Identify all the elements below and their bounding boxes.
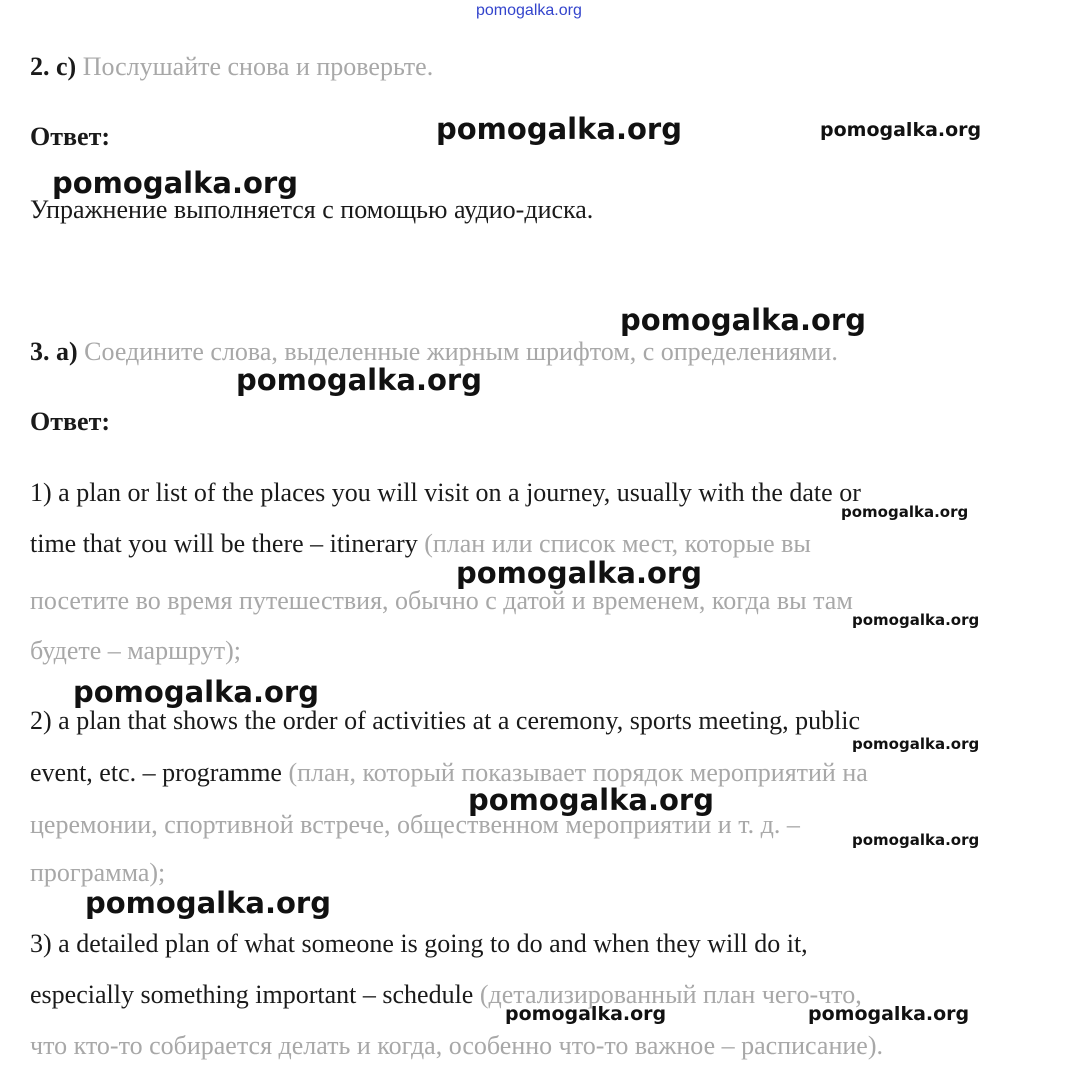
answer-item-3-line-3: что кто-то собирается делать и когда, особенно что-то важное – расписание). (30, 1031, 883, 1060)
english-term: especially something important – schedule (30, 980, 474, 1009)
watermark: pomogalka.org (456, 556, 702, 590)
english-term: time that you will be there – itinerary (30, 529, 418, 558)
watermark: pomogalka.org (620, 303, 866, 337)
task-instruction: Послушайте снова и проверьте. (82, 52, 434, 81)
answer-item-2-line-3: церемонии, спортивной встрече, общественном мероприятии и т. д. – (30, 810, 800, 839)
answer-label: Ответ: (30, 407, 111, 436)
answer-item-1-line-4: будете – маршрут); (30, 636, 242, 665)
russian-translation: (план или список мест, которые вы (424, 529, 811, 558)
watermark: pomogalka.org (505, 1003, 667, 1025)
answer-item-1-line-1: 1) a plan or list of the places you will visit on a journey, usually with the date or (30, 478, 861, 507)
watermark: pomogalka.org (85, 886, 331, 920)
english-term: event, etc. – programme (30, 758, 282, 787)
watermark: pomogalka.org (841, 503, 969, 521)
answer-item-1-line-3: посетите во время путешествия, обычно с датой и временем, когда вы там (30, 586, 853, 615)
watermark: pomogalka.org (468, 783, 714, 817)
watermark: pomogalka.org (852, 735, 980, 753)
answer-text: Упражнение выполняется с помощью аудио-диска. (30, 195, 594, 224)
watermark: pomogalka.org (436, 112, 682, 146)
task-2c-heading (30, 52, 433, 82)
answer-item-1-line-2 (30, 529, 811, 559)
answer-item-3-line-1: 3) a detailed plan of what someone is going to do and when they will do it, (30, 929, 808, 958)
watermark: pomogalka.org (820, 119, 982, 141)
answer-label: Ответ: (30, 122, 111, 151)
watermark: pomogalka.org (852, 831, 980, 849)
answer-item-3-line-2 (30, 980, 862, 1010)
russian-translation: (детализированный план чего-что, (479, 980, 862, 1009)
task-instruction: Соедините слова, выделенные жирным шрифтом, с определениями. (84, 337, 838, 366)
task-number: 3. a) (30, 337, 78, 366)
watermark: pomogalka.org (73, 675, 319, 709)
site-link[interactable]: pomogalka.org (476, 2, 582, 19)
answer-item-2-line-2 (30, 758, 868, 788)
russian-translation: (план, который показывает порядок мероприятий на (288, 758, 868, 787)
answer-item-2-line-4: программа); (30, 858, 166, 887)
watermark: pomogalka.org (52, 166, 298, 200)
answer-item-2-line-1: 2) a plan that shows the order of activities at a ceremony, sports meeting, public (30, 706, 861, 735)
watermark: pomogalka.org (852, 611, 980, 629)
watermark: pomogalka.org (808, 1003, 970, 1025)
watermark: pomogalka.org (236, 363, 482, 397)
task-number: 2. c) (30, 52, 77, 81)
